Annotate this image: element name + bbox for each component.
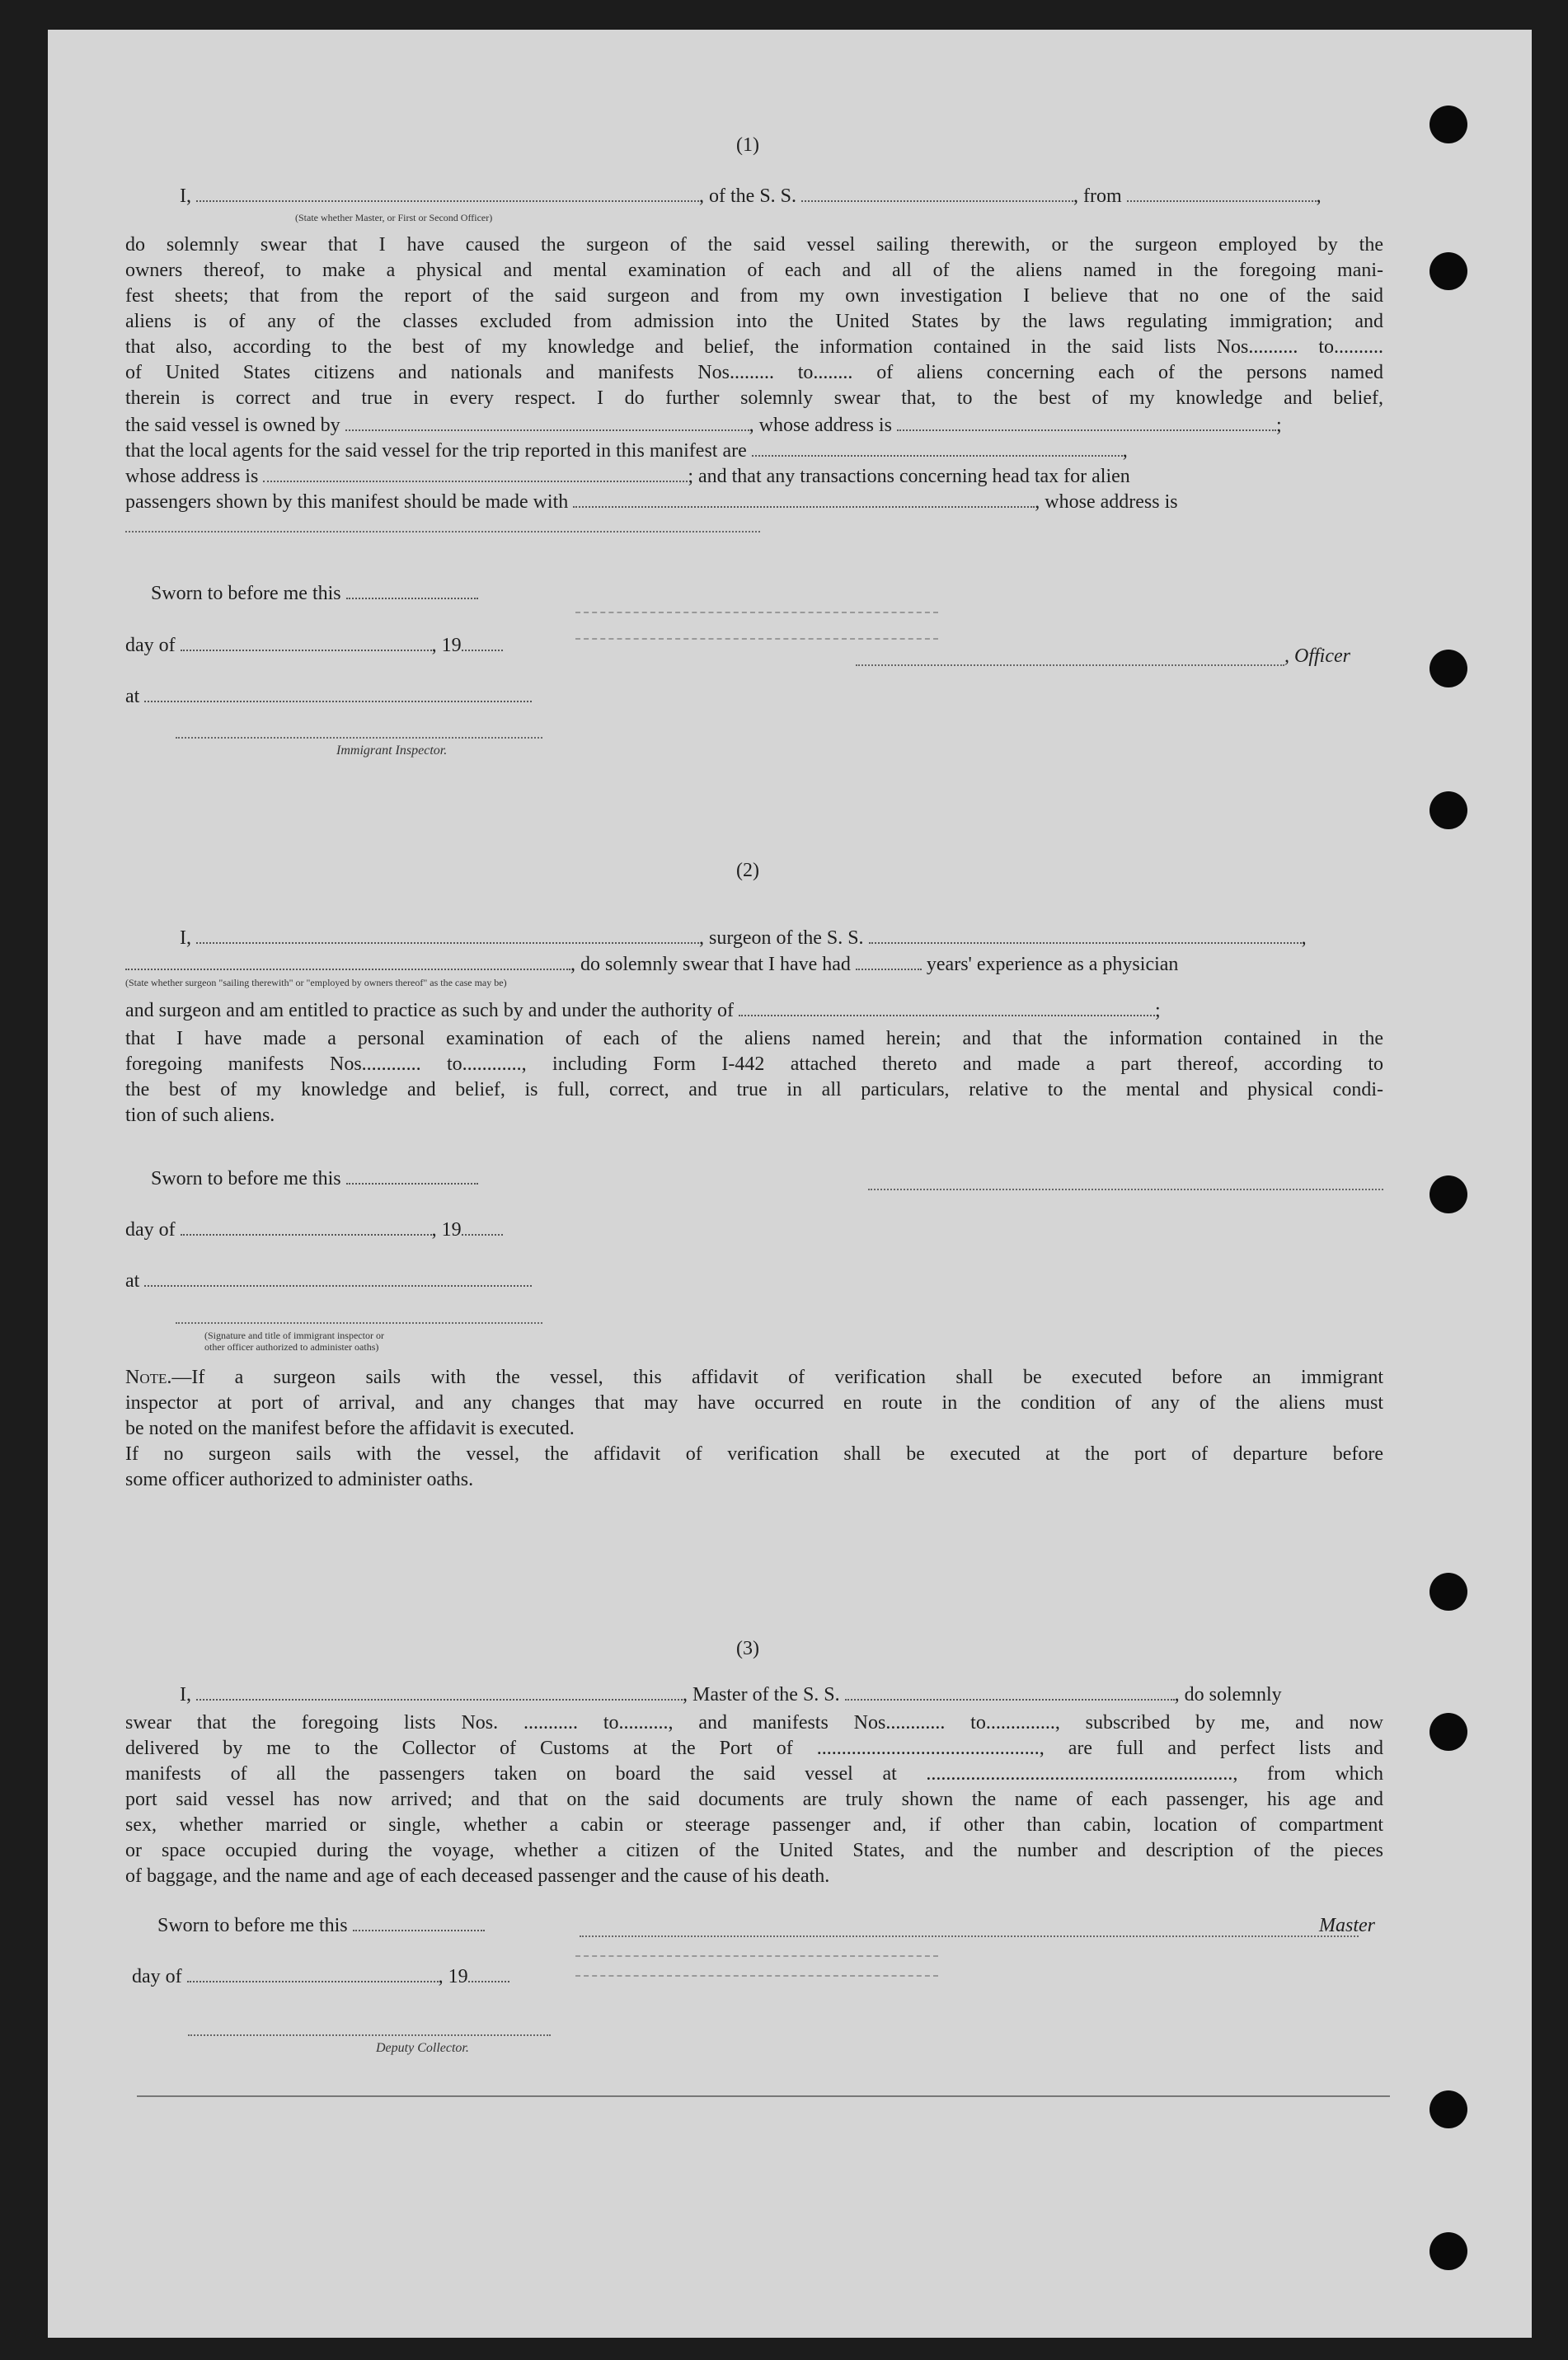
bleed-through xyxy=(575,1955,938,1957)
section2-signature-caption: (Signature and title of immigrant inspector or xyxy=(204,1330,384,1341)
section1-inspector-signature xyxy=(176,737,542,739)
section2-text-line: the best of my knowledge and belief, is full, correct, and true in all particulars, relative to the mental and physical condi- xyxy=(125,1079,1383,1100)
section3-text-line: delivered by me to the Collector of Customs at the Port of ............................................., are full and perfect lists and xyxy=(125,1738,1383,1759)
section1-owner-line: the said vessel is owned by , whose address is ; xyxy=(125,415,1282,436)
section3-oath-line: I, , Master of the S. S. , do solemnly xyxy=(180,1684,1282,1705)
section1-text-line: aliens is of any of the classes excluded from admission into the United States by the laws regulating immigration; and xyxy=(125,311,1383,332)
section2-oath-line: I, , surgeon of the S. S. , xyxy=(180,927,1307,949)
section2-day-line: day of , 19 xyxy=(125,1220,503,1240)
section3-sworn-line: Sworn to before me this xyxy=(157,1916,485,1935)
section3-text-line: port said vessel has now arrived; and that on the said documents are truly shown the name of each passenger, his age and xyxy=(125,1789,1383,1810)
section3-collector-signature xyxy=(188,2034,551,2036)
section2-note-line: Note.—If a surgeon sails with the vessel, this affidavit of verification shall be executed before an immigrant xyxy=(125,1367,1383,1388)
section2-number: (2) xyxy=(736,860,759,881)
section1-oath-line: I, , of the S. S. , from , xyxy=(180,185,1322,207)
section2-inspector-signature xyxy=(176,1322,542,1324)
section2-signature-caption: other officer authorized to administer oaths) xyxy=(204,1341,379,1353)
section2-at-line: at xyxy=(125,1271,532,1291)
section2-authority-line: and surgeon and am entitled to practice as such by and under the authority of ; xyxy=(125,1000,1161,1021)
section1-address-blank xyxy=(125,531,760,533)
bleed-through xyxy=(575,612,938,613)
section3-text-line: manifests of all the passengers taken on board the said vessel at .............................................................., from which xyxy=(125,1763,1383,1785)
punch-hole xyxy=(1430,791,1467,829)
section2-text-line: that I have made a personal examination of each of the aliens named herein; and that the information contained in the xyxy=(125,1028,1383,1049)
section1-officer-label: , Officer xyxy=(1284,645,1350,667)
section1-sworn-line: Sworn to before me this xyxy=(151,584,478,603)
punch-hole xyxy=(1430,2090,1467,2128)
manifest-back-page xyxy=(48,30,1532,2338)
section1-text-line: fest sheets; that from the report of the said surgeon and from my own investigation I believe that no one of the said xyxy=(125,285,1383,307)
bottom-rule xyxy=(137,2095,1390,2097)
section1-text-line: owners thereof, to make a physical and mental examination of each and all of the aliens named in the foregoing mani- xyxy=(125,260,1383,281)
section2-note-line: inspector at port of arrival, and any changes that may have occurred en route in the condition of any of the aliens must xyxy=(125,1392,1383,1414)
section3-master-signature xyxy=(580,1935,1359,1937)
section1-passengers-line: passengers shown by this manifest should be made with , whose address is xyxy=(125,491,1178,513)
section1-at-line: at xyxy=(125,687,532,706)
punch-hole xyxy=(1430,650,1467,687)
section2-note-line: some officer authorized to administer oaths. xyxy=(125,1469,474,1490)
punch-hole xyxy=(1430,1573,1467,1611)
section3-text-line: sex, whether married or single, whether a cabin or steerage passenger and, if other than cabin, location of compartment xyxy=(125,1814,1383,1836)
section2-note-line: be noted on the manifest before the affidavit is executed. xyxy=(125,1418,575,1439)
punch-hole xyxy=(1430,1175,1467,1213)
section2-surgeon-caption: (State whether surgeon "sailing therewith" or "employed by owners thereof" as the case may be) xyxy=(125,977,507,988)
section2-text-line: tion of such aliens. xyxy=(125,1105,275,1126)
section3-text-line: of baggage, and the name and age of each deceased passenger and the cause of his death. xyxy=(125,1865,830,1887)
section1-inspector-caption: Immigrant Inspector. xyxy=(336,744,448,758)
section1-day-line: day of , 19 xyxy=(125,636,503,655)
bleed-through xyxy=(575,638,938,640)
section1-role-caption: (State whether Master, or First or Second Officer) xyxy=(295,212,493,223)
section3-day-line: day of , 19 xyxy=(132,1967,509,1987)
section2-surgeon-signature xyxy=(868,1189,1383,1190)
punch-hole xyxy=(1430,106,1467,143)
section1-text-line: do solemnly swear that I have caused the surgeon of the said vessel sailing therewith, or the surgeon employed by the xyxy=(125,234,1383,256)
section2-sworn-line: Sworn to before me this xyxy=(151,1169,478,1189)
section1-agents-line: that the local agents for the said vessel for the trip reported in this manifest are , xyxy=(125,440,1128,462)
section3-text-line: or space occupied during the voyage, whether a citizen of the United States, and the number and description of the pieces xyxy=(125,1840,1383,1861)
section1-text-line: of United States citizens and nationals and manifests Nos......... to........ of aliens concerning each of the persons named xyxy=(125,362,1383,383)
section1-text-line: therein is correct and true in every respect. I do further solemnly swear that, to the best of my knowledge and belief, xyxy=(125,387,1383,409)
section2-text-line: foregoing manifests Nos............ to............, including Form I-442 attached thereto and made a part thereof, according to xyxy=(125,1053,1383,1075)
section3-number: (3) xyxy=(736,1638,759,1659)
punch-hole xyxy=(1430,2232,1467,2270)
section1-number: (1) xyxy=(736,134,759,156)
section3-text-line: swear that the foregoing lists Nos. ........... to.........., and manifests Nos............ to.............., subscribed by me, and now xyxy=(125,1712,1383,1734)
section1-officer-signature xyxy=(856,664,1284,666)
punch-hole xyxy=(1430,1713,1467,1751)
section3-collector-caption: Deputy Collector. xyxy=(376,2041,469,2055)
section1-text-line: that also, according to the best of my knowledge and belief, the information contained in the said lists Nos.......... to.......... xyxy=(125,336,1383,358)
section2-note-line: If no surgeon sails with the vessel, the affidavit of verification shall be executed at the port of departure before xyxy=(125,1443,1383,1465)
section2-swear-line: , do solemnly swear that I have had years' experience as a physician xyxy=(125,955,1178,974)
section1-address-line: whose address is ; and that any transactions concerning head tax for alien xyxy=(125,466,1130,487)
section3-master-label: Master xyxy=(1319,1915,1375,1936)
bleed-through xyxy=(575,1975,938,1977)
punch-hole xyxy=(1430,252,1467,290)
